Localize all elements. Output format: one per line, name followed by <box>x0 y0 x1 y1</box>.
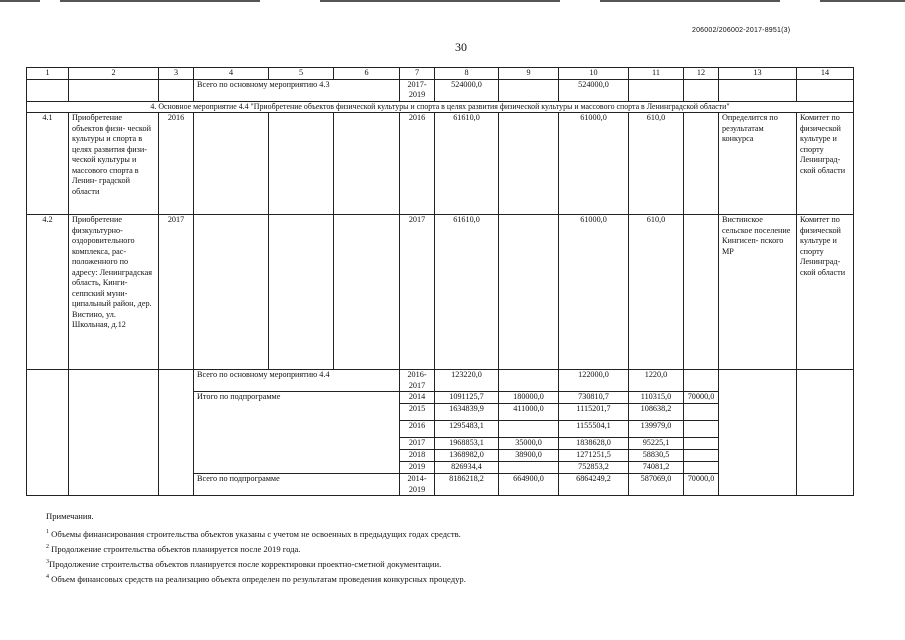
object-name: Приобретение объектов физи- ческой культуры и спорта в целях развития физи- ческой культуры и массового спорта в Ленин- градской области <box>69 113 159 215</box>
customer: Комитет по физической культуре и спорту Ленинград- ской области <box>797 215 854 370</box>
amount-cell: 1271251,5 <box>559 450 629 462</box>
total-label: Всего по подпрограмме <box>194 474 400 496</box>
amount-cell: 61610,0 <box>435 215 499 370</box>
scan-top-edge <box>0 0 905 2</box>
year-cell: 2017 <box>400 215 435 370</box>
amount-cell <box>684 450 719 462</box>
amount-cell: 1091125,7 <box>435 392 499 404</box>
amount-cell: 1368982,0 <box>435 450 499 462</box>
col-number: 13 <box>719 68 797 80</box>
amount-cell: 1968853,1 <box>435 438 499 450</box>
years-cell: 2017-2019 <box>400 79 435 101</box>
customer: Комитет по физической культуре и спорту Ленинград- ской области <box>797 113 854 215</box>
year-cell: 2018 <box>400 450 435 462</box>
note-item: $^2$ Продолжение строительства объектов планируется после 2019 года. <box>46 544 301 554</box>
financing-table <box>26 67 854 496</box>
note-item: $^1$ Объемы финансирования строительства объектов указаны с учетом не освоенных в предыдущих годах средств. <box>46 529 461 539</box>
table-row <box>27 113 854 215</box>
col-number: 2 <box>69 68 159 80</box>
col-number: 10 <box>559 68 629 80</box>
col-number: 14 <box>797 68 854 80</box>
amount-cell: 108638,2 <box>629 404 684 421</box>
col-number: 12 <box>684 68 719 80</box>
page-number: 30 <box>455 40 467 54</box>
row-number: 4.2 <box>27 215 69 370</box>
amount-cell: 61610,0 <box>435 113 499 215</box>
amount-cell <box>684 462 719 474</box>
year-cell: 2017 <box>400 438 435 450</box>
column-number-row <box>27 68 854 80</box>
amount-cell <box>499 462 559 474</box>
amount-cell: 1155504,1 <box>559 421 629 438</box>
amount-cell: 70000,0 <box>684 474 719 496</box>
amount-cell <box>499 421 559 438</box>
amount-cell: 70000,0 <box>684 392 719 404</box>
amount-cell: 61000,0 <box>559 215 629 370</box>
amount-cell: 1634839,9 <box>435 404 499 421</box>
note-item: $^3$Продолжение строительства объектов планируется после корректировки проектно-сметной документации. <box>46 559 442 569</box>
total-label: Всего по основному мероприятию 4.4 <box>194 370 400 392</box>
amount-cell <box>684 438 719 450</box>
amount-cell: 664900,0 <box>499 474 559 496</box>
amount-cell: 524000,0 <box>435 79 499 101</box>
amount-cell: 180000,0 <box>499 392 559 404</box>
row-number: 4.1 <box>27 113 69 215</box>
amount-cell: 6864249,2 <box>559 474 629 496</box>
amount-cell: 58830,5 <box>629 450 684 462</box>
col-number: 11 <box>629 68 684 80</box>
amount-cell: 1115201,7 <box>559 404 629 421</box>
amount-cell: 35000,0 <box>499 438 559 450</box>
col-number: 7 <box>400 68 435 80</box>
executor: Определится по результатам конкурса <box>719 113 797 215</box>
executor: Вистинское сельское поселение Кингисеп- пского МР <box>719 215 797 370</box>
amount-cell: 74081,2 <box>629 462 684 474</box>
amount-cell: 826934,4 <box>435 462 499 474</box>
start-year: 2016 <box>159 113 194 215</box>
col-number: 9 <box>499 68 559 80</box>
amount-cell: 61000,0 <box>559 113 629 215</box>
col-number: 4 <box>194 68 269 80</box>
year-cell: 2016 <box>400 421 435 438</box>
start-year: 2017 <box>159 215 194 370</box>
amount-cell: 411000,0 <box>499 404 559 421</box>
year-cell: 2019 <box>400 462 435 474</box>
amount-cell: 110315,0 <box>629 392 684 404</box>
subprogram-label: Итого по подпрограмме <box>194 392 400 474</box>
total-label: Всего по основному мероприятию 4.3 <box>194 79 400 101</box>
amount-cell: 587069,0 <box>629 474 684 496</box>
amount-cell: 95225,1 <box>629 438 684 450</box>
year-cell: 2014 <box>400 392 435 404</box>
col-number: 8 <box>435 68 499 80</box>
year-cell: 2015 <box>400 404 435 421</box>
col-number: 6 <box>334 68 400 80</box>
amount-cell: 730810,7 <box>559 392 629 404</box>
amount-cell <box>684 404 719 421</box>
notes-block <box>46 509 466 587</box>
col-number: 1 <box>27 68 69 80</box>
object-name: Приобретение физкультурно- оздоровительного комплекса, рас- положенного по адресу: Ленинградская область, Кинги- сеппский муни- ципальный район, дер. Вистино, ул. Школьная, д.12 <box>69 215 159 370</box>
amount-cell: 752853,2 <box>559 462 629 474</box>
amount-cell: 524000,0 <box>559 79 629 101</box>
table-row <box>27 215 854 370</box>
document-id: 206002/206002-2017-8951(3) <box>692 27 791 34</box>
col-number: 3 <box>159 68 194 80</box>
years-cell: 2016-2017 <box>400 370 435 392</box>
section-title-row <box>27 101 854 113</box>
amount-cell <box>684 421 719 438</box>
amount-cell: 122000,0 <box>559 370 629 392</box>
amount-cell: 38900,0 <box>499 450 559 462</box>
amount-cell: 139979,0 <box>629 421 684 438</box>
total-row-4-4 <box>27 370 854 392</box>
note-item: $^4$ Объем финансовых средств на реализацию объекта определен по результатам проведения конкурсных процедур. <box>46 574 466 584</box>
amount-cell: 1295483,1 <box>435 421 499 438</box>
amount-cell: 610,0 <box>629 215 684 370</box>
amount-cell: 1220,0 <box>629 370 684 392</box>
col-number: 5 <box>269 68 334 80</box>
year-cell: 2016 <box>400 113 435 215</box>
total-row-4-3 <box>27 79 854 101</box>
years-cell: 2014-2019 <box>400 474 435 496</box>
amount-cell: 610,0 <box>629 113 684 215</box>
amount-cell: 1838628,0 <box>559 438 629 450</box>
notes-title: Примечания. <box>46 511 94 521</box>
amount-cell: 123220,0 <box>435 370 499 392</box>
amount-cell: 8186218,2 <box>435 474 499 496</box>
section-title: 4. Основное мероприятие 4.4 "Приобретение объектов физической культуры и спорта в целях развития физической культуры и массового спорта в Ленинградской области" <box>27 101 854 113</box>
